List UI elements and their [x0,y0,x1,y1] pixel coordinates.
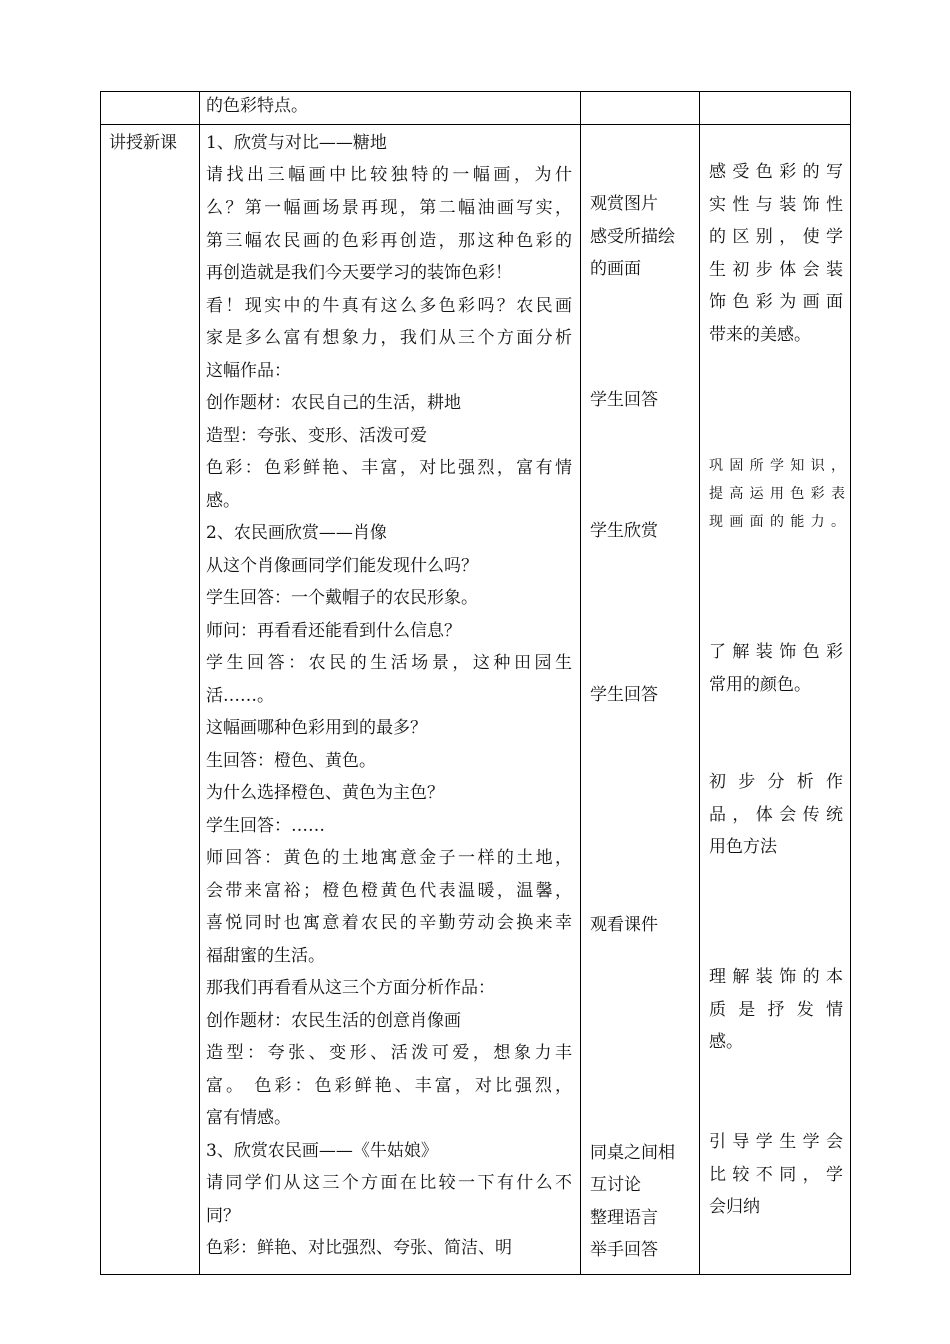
content-line: 请同学们从这三个方面在比较一下有什么不 [206,1173,572,1193]
table-row [101,125,851,1275]
intent-line: 引导学生学会 [709,1132,843,1152]
content-line: 学生回答：农民的生活场景，这种田园生 [206,653,572,673]
activity-line: 举手回答 [590,1240,658,1260]
intent-line: 巩固所学知识， [709,458,845,474]
content-line: 同？ [206,1206,240,1226]
intent-line: 带来的美感。 [709,325,811,345]
content-line: 喜悦同时也寓意着农民的辛勤劳动会换来幸 [206,913,572,933]
content-line: 造型：夸张、变形、活泼可爱 [206,426,427,446]
content-line: 这幅画哪种色彩用到的最多？ [206,718,427,738]
content-line: 造型：夸张、变形、活泼可爱，想象力丰 [206,1043,572,1063]
student-activity-cell [581,125,700,1275]
intent-line: 初步分析作 [709,772,843,792]
intent-line: 感。 [709,1032,743,1052]
activity-line: 观赏图片 [590,194,658,214]
content-line: 活……。 [206,686,274,706]
intent-line: 会归纳 [709,1197,760,1217]
intent-line: 常用的颜色。 [709,675,811,695]
content-line: 创作题材：农民生活的创意肖像画 [206,1011,461,1031]
activity-line: 学生欣赏 [590,521,658,541]
content-line: 福甜蜜的生活。 [206,946,325,966]
activity-line: 互讨论 [590,1175,641,1195]
intent-line: 饰色彩为画面 [709,292,843,312]
intent-line: 了解装饰色彩 [709,642,843,662]
content-line: 师回答：黄色的土地寓意金子一样的土地， [206,848,572,868]
content-line: 2、农民画欣赏——肖像 [206,523,387,543]
content-line: 3、欣赏农民画——《牛姑娘》 [206,1141,438,1161]
content-line: 那我们再看看从这三个方面分析作品： [206,978,495,998]
content-line: 的色彩特点。 [206,96,308,116]
design-intent-cell [700,125,851,1275]
intent-line: 品，体会传统 [709,805,843,825]
content-line: 富。 色彩：色彩鲜艳、丰富，对比强烈， [206,1076,572,1096]
content-line: 再创造就是我们今天要学习的装饰色彩！ [206,263,512,283]
content-line: 这幅作品： [206,361,291,381]
intent-line: 感受色彩的写 [709,162,843,182]
intent-line: 现画面的能力。 [709,514,845,530]
cell-content [200,92,581,125]
intent-line: 实性与装饰性 [709,195,843,215]
table-row [101,92,851,125]
content-line: 感。 [206,491,240,511]
intent-line: 的区别，使学 [709,227,843,247]
content-line: 学生回答：…… [206,816,325,836]
content-line: 么？第一幅画场景再现，第二幅油画写实， [206,198,572,218]
content-line: 为什么选择橙色、黄色为主色？ [206,783,444,803]
content-line: 1、欣赏与对比——糖地 [206,133,387,153]
content-line: 看！现实中的牛真有这么多色彩吗？农民画 [206,296,572,316]
activity-line: 同桌之间相 [590,1143,675,1163]
cell-empty [581,92,700,125]
content-line: 第三幅农民画的色彩再创造，那这种色彩的 [206,231,572,251]
section-label-cell [101,125,200,1275]
content-line: 会带来富裕；橙色橙黄色代表温暖，温馨， [206,881,572,901]
content-line: 学生回答：一个戴帽子的农民形象。 [206,588,478,608]
intent-line: 质是抒发情 [709,1000,843,1020]
activity-line: 观看课件 [590,915,658,935]
activity-line: 的画面 [590,259,641,279]
intent-line: 生初步体会装 [709,260,843,280]
content-line: 家是多么富有想象力，我们从三个方面分析 [206,328,572,348]
content-line: 创作题材：农民自己的生活，耕地 [206,393,461,413]
activity-line: 整理语言 [590,1208,658,1228]
lesson-plan-table [100,91,851,1275]
activity-line: 感受所描绘 [590,227,675,247]
section-label: 讲授新课 [109,133,177,153]
content-line: 色彩：色彩鲜艳、丰富，对比强烈，富有情 [206,458,572,478]
cell-empty [101,92,200,125]
content-line: 师问：再看看还能看到什么信息？ [206,621,461,641]
intent-line: 比较不同，学 [709,1165,843,1185]
activity-line: 学生回答 [590,685,658,705]
intent-line: 提高运用色彩表 [709,486,845,502]
intent-line: 用色方法 [709,837,777,857]
content-line: 请找出三幅画中比较独特的一幅画，为什 [206,165,572,185]
activity-line: 学生回答 [590,390,658,410]
content-line: 生回答：橙色、黄色。 [206,751,376,771]
content-line: 富有情感。 [206,1108,291,1128]
content-line: 从这个肖像画同学们能发现什么吗？ [206,556,478,576]
content-line: 色彩：鲜艳、对比强烈、夸张、简洁、明 [206,1238,512,1258]
teaching-content-cell [200,125,581,1275]
intent-line: 理解装饰的本 [709,967,843,987]
cell-empty [700,92,851,125]
